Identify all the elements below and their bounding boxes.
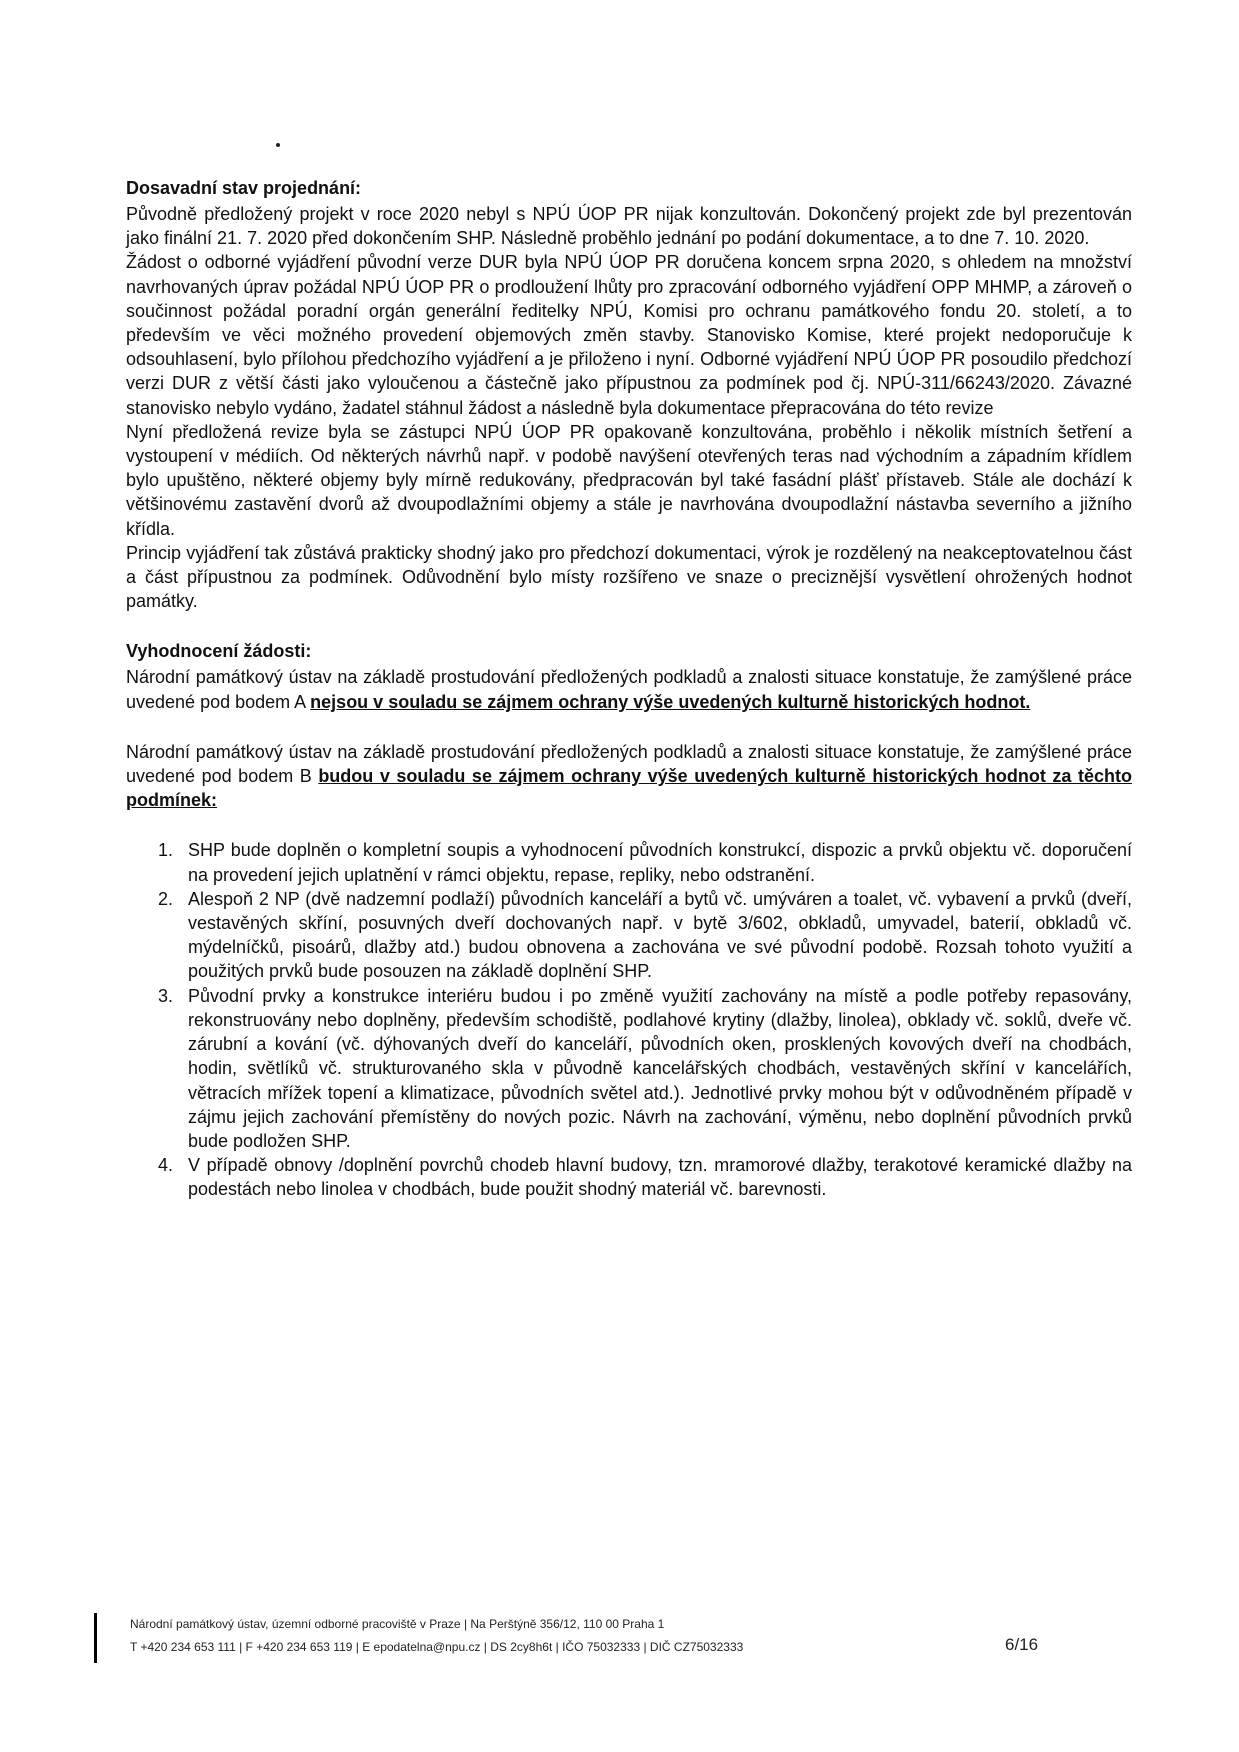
section-heading-evaluation: Vyhodnocení žádosti: — [126, 641, 312, 662]
footer-address: Národní památkový ústav, územní odborné pracoviště v Praze | Na Perštýně 356/12, 110 00 Praha 1 — [130, 1617, 665, 1631]
footer-contacts: T +420 234 653 111 | F +420 234 653 119 | E epodatelna@npu.cz | DS 2cy8h6t | IČO 75032333 | DIČ CZ75032333 — [130, 1640, 744, 1654]
condition-item: 4. V případě obnovy /doplnění povrchů chodeb hlavní budovy, tzn. mramorové dlažby, terakotové keramické dlažby na podestách nebo linolea v chodbách, bude použit shodný materiál vč. barevnosti. — [178, 1153, 1132, 1201]
page-number: 6/16 — [1005, 1635, 1039, 1654]
paragraph-status-3: Nyní předložená revize byla se zástupci NPÚ ÚOP PR opakovaně konzultována, proběhlo i několik místních šetření a vystoupení v médiích. Od některých návrhů např. v podobě navýšení otevřených teras nad východním a západním křídlem bylo upuštěno, některé objemy byly mírně redukovány, předpracován byl také fasádní plášť přístaveb. Stále ale dochází k většinovému zastavění dvorů až dvoupodlažními objemy a stále je navrhována dvoupodlažní nástavba severního a jižního křídla. — [126, 421, 1132, 539]
condition-item: 1. SHP bude doplněn o kompletní soupis a vyhodnocení původních konstrukcí, dispozic a prvků objektu vč. doporučení na provedení jejich uplatnění v rámci objektu, repase, repliky, nebo odstranění. — [178, 838, 1132, 886]
paragraph-evaluation-b — [126, 740, 1132, 813]
paragraph-evaluation-a — [126, 665, 1132, 713]
condition-item: 3. Původní prvky a konstrukce interiéru budou i po změně využití zachovány na místě a podle potřeby repasovány, rekonstruovány nebo doplněny, především schodiště, podlahové krytiny (dlažby, linolea), obklady vč. soklů, dveře vč. zárubní a kování (vč. dýhovaných dveří do kanceláří, původních oken, prosklených kovových dveří na chodbách, hodin, světlíků vč. strukturovaného skla v původně kancelářských chodbách, vestavěných skříní v kancelářích, větracích mřížek topení a klimatizace, původních světel atd.). Jednotlivé prvky mohou být v odůvodněném případě v zájmu jejich zachování přemístěny do nových pozic. Návrh na zachování, výměnu, nebo doplnění původních prvků bude podložen SHP. — [178, 984, 1132, 1153]
paragraph-status-2: Žádost o odborné vyjádření původní verze DUR byla NPÚ ÚOP PR doručena koncem srpna 2020, s ohledem na množství navrhovaných úprav požádal NPÚ ÚOP PR o prodloužení lhůty pro zpracování odborného vyjádření OPP MHMP, a zároveň o součinnost požádal poradní orgán generální ředitelky NPÚ, Komisi pro ochranu památkového fondu 20. století, a to především ve věci možného provedení objemových změn stavby. Stanovisko Komise, které projekt nedoporučuje k odsouhlasení, bylo přílohou předchozího vyjádření a je přiloženo i nyní. Odborné vyjádření NPÚ ÚOP PR posoudilo předchozí verzi DUR z větší části jako vyloučenou a částečně jako přípustnou za podmínek pod čj. NPÚ-311/66243/2020. Závazné stanovisko nebylo vydáno, žadatel stáhnul žádost a následně byla dokumentace přepracována do této revize — [126, 252, 1132, 418]
paragraph-status-4: Princip vyjádření tak zůstává prakticky shodný jako pro předchozí dokumentaci, výrok je rozdělený na neakceptovatelnou část a část přípustnou za podmínek. Odůvodnění bylo místy rozšířeno ve snaze o preciznější vysvětlení ohrožených hodnot památky. — [126, 542, 1132, 612]
section-heading-status: Dosavadní stav projednání: — [126, 178, 362, 198]
section-evaluation — [126, 639, 1132, 1201]
evaluation-b-text: Národní památkový ústav na základě prostudování předložených podkladů a znalosti situace konstatuje, že zamýšlené práce uvedené pod bodem B — [126, 741, 1132, 787]
paragraph-status-1: Původně předložený projekt v roce 2020 nebyl s NPÚ ÚOP PR nijak konzultován. Dokončený projekt zde byl prezentován jako finální 21. 7. 2020 před dokončením SHP. Následně proběhlo jednání po podání dokumentace, a to dne 7. 10. 2020. — [126, 204, 1132, 249]
evaluation-b-verdict: budou v souladu se zájmem ochrany výše uvedených kulturně historických hodnot za těchto podmínek: — [126, 766, 1132, 811]
page-footer — [94, 1613, 1094, 1663]
footer-bar — [94, 1613, 97, 1663]
document-body — [126, 176, 1132, 1202]
conditions-list — [126, 838, 1132, 1201]
evaluation-a-text: Národní památkový ústav na základě prostudování předložených podkladů a znalosti situace konstatuje, že zamýšlené práce uvedené pod bodem A — [126, 667, 1132, 712]
evaluation-a-verdict: nejsou v souladu se zájmem ochrany výše uvedených kulturně historických hodnot. — [310, 691, 1031, 712]
scan-dot — [276, 143, 280, 147]
condition-item: 2. Alespoň 2 NP (dvě nadzemní podlaží) původních kanceláří a bytů vč. umýváren a toalet, vč. vybavení a prvků (dveří, vestavěných skříní, posuvných dveří dochovaných např. v bytě 3/602, obkladů, umyvadel, baterií, obkladů vč. mýdelníčků, pisoárů, dlažby atd.) budou obnovena a zachována ve své původní podobě. Rozsah tohoto využití a použitých prvků bude posouzen na základě doplnění SHP. — [178, 887, 1132, 984]
